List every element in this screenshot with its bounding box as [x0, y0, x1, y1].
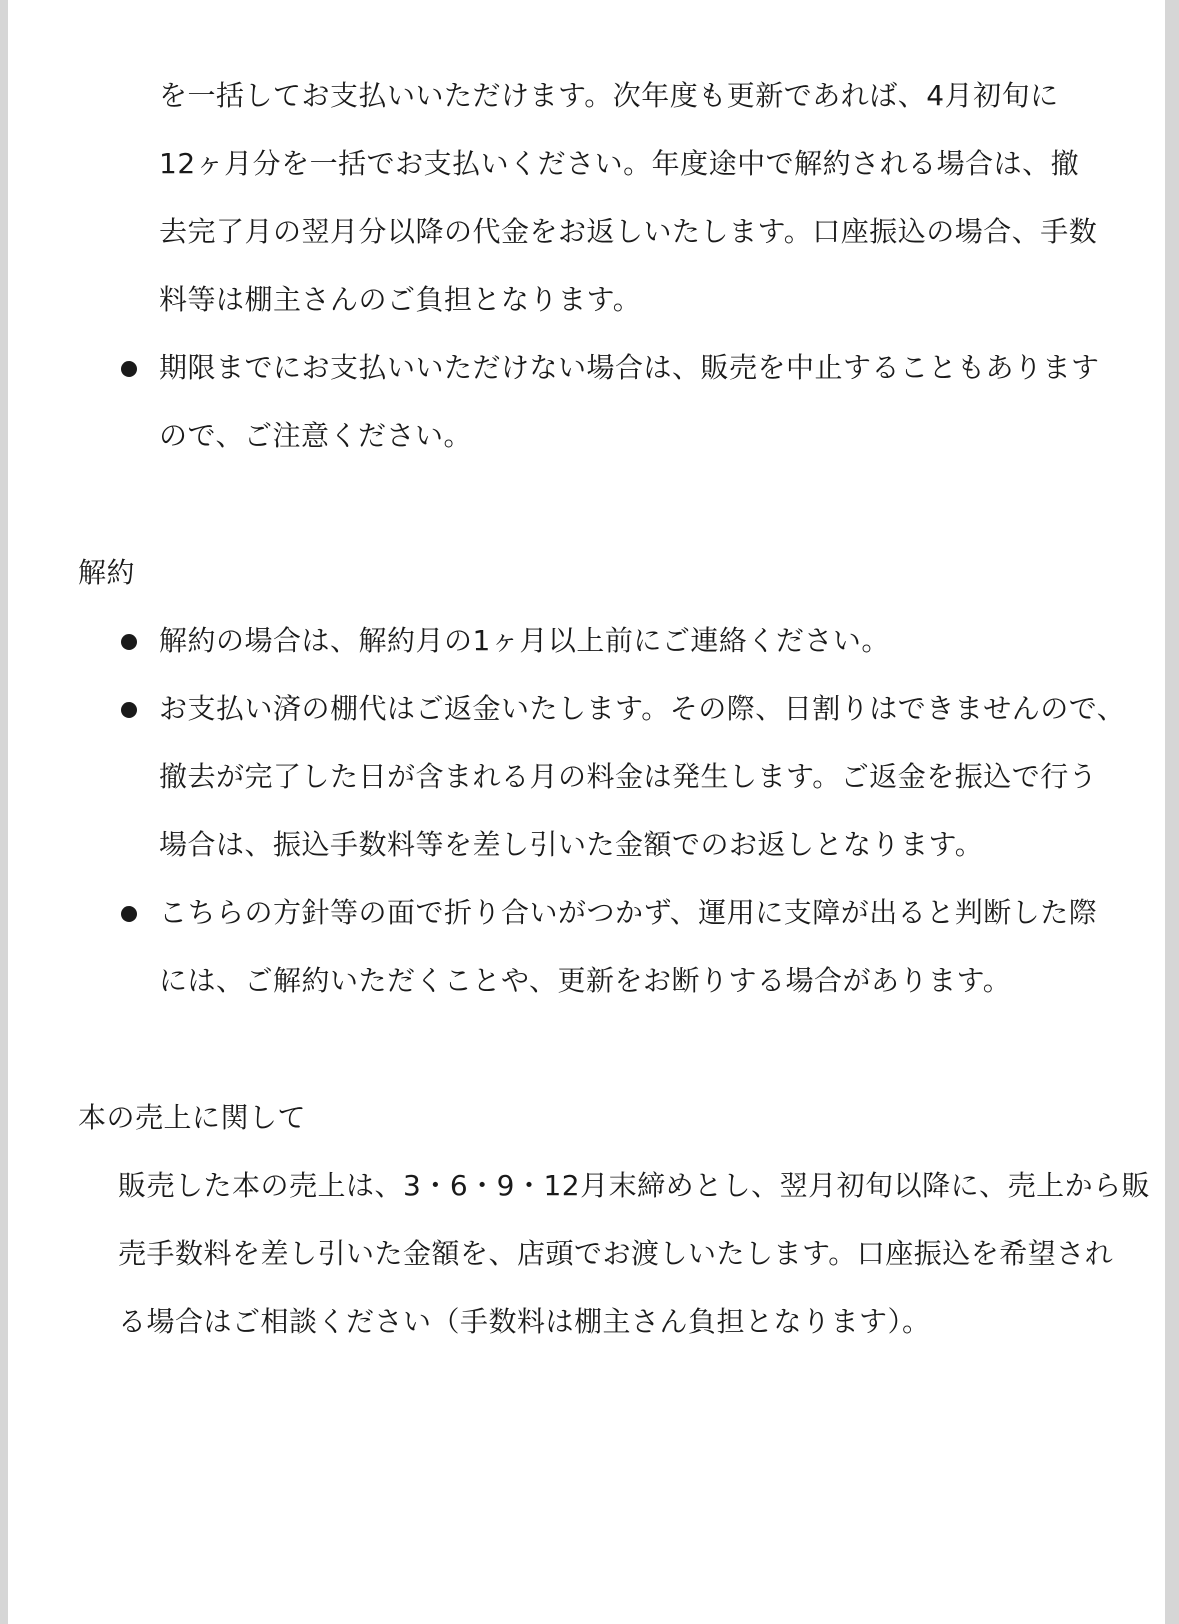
sales-paragraph-line-3: る場合はご相談ください（手数料は棚主さん負担となります）。	[118, 1305, 931, 1338]
payment-text-line-4: 料等は棚主さんのご負担となります。	[159, 283, 642, 316]
cancellation-bullet-2-line-1: お支払い済の棚代はご返金いたします。その際、日割りはできませんので、	[159, 692, 1126, 725]
cancellation-bullet-3-line-1: こちらの方針等の面で折り合いがつかず、運用に支障が出ると判断した際	[159, 896, 1098, 929]
bullet-icon	[121, 634, 137, 650]
document-page	[8, 0, 1165, 1624]
cancellation-heading: 解約	[78, 556, 136, 589]
cancellation-bullet-2-line-3: 場合は、振込手数料等を差し引いた金額でのお返しとなります。	[159, 828, 984, 861]
sales-paragraph-line-2: 売手数料を差し引いた金額を、店頭でお渡しいたします。口座振込を希望され	[118, 1237, 1114, 1270]
cancellation-bullet-1-line-1: 解約の場合は、解約月の1ヶ月以上前にご連絡ください。	[159, 624, 890, 657]
cancellation-bullet-3-line-2: には、ご解約いただくことや、更新をお断りする場合があります。	[159, 964, 1012, 997]
bullet-icon	[121, 361, 137, 377]
bullet-icon	[121, 906, 137, 922]
payment-text-line-3: 去完了月の翌月分以降の代金をお返しいたします。口座振込の場合、手数	[159, 215, 1098, 248]
sales-paragraph-line-1: 販売した本の売上は、3・6・9・12月末締めとし、翌月初旬以降に、売上から販	[118, 1169, 1151, 1202]
sales-heading: 本の売上に関して	[78, 1101, 307, 1134]
cancellation-bullet-2-line-2: 撤去が完了した日が含まれる月の料金は発生します。ご返金を振込で行う	[159, 760, 1098, 793]
deadline-bullet-line-2: ので、ご注意ください。	[159, 419, 472, 452]
payment-text-line-1: を一括してお支払いいただけます。次年度も更新であれば、4月初旬に	[159, 79, 1059, 112]
bullet-icon	[121, 702, 137, 718]
payment-text-line-2: 12ヶ月分を一括でお支払いください。年度途中で解約される場合は、撤	[159, 147, 1080, 180]
deadline-bullet-line-1: 期限までにお支払いいただけない場合は、販売を中止することもあります	[159, 351, 1100, 384]
